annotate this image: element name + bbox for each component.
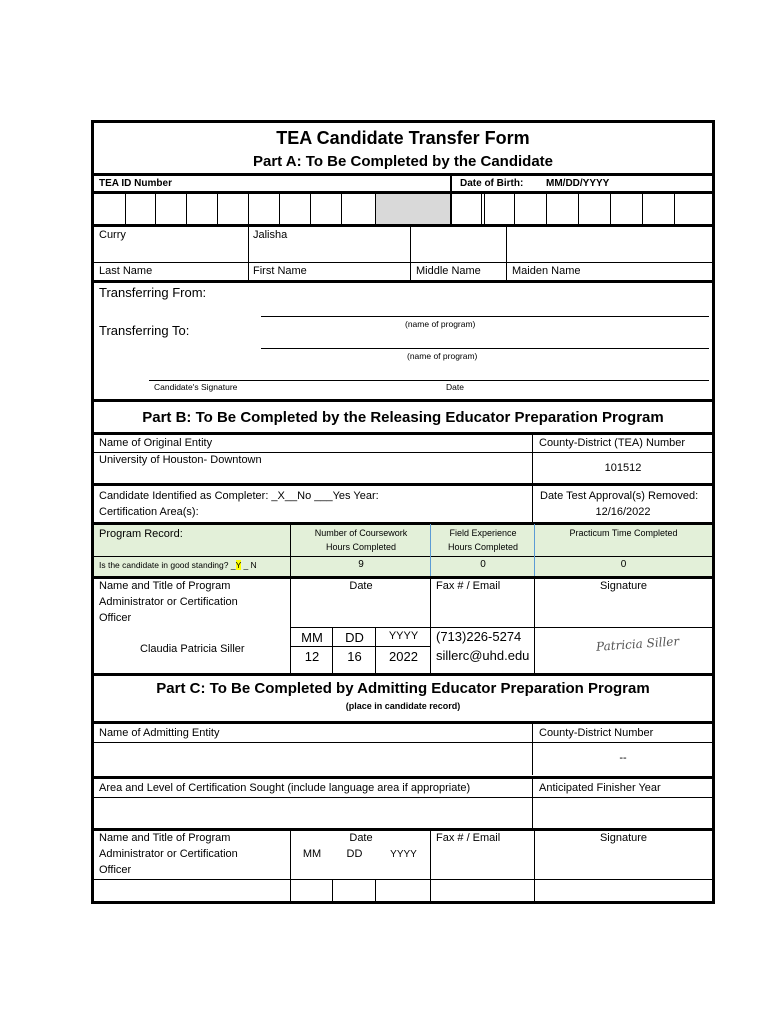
transferring-from-line[interactable] bbox=[261, 316, 709, 317]
original-entity-label: Name of Original Entity bbox=[99, 437, 213, 449]
practicum-value[interactable]: 0 bbox=[620, 559, 627, 570]
admin-date-label: Date bbox=[349, 832, 373, 844]
candidate-signature-label: Candidate's Signature bbox=[154, 382, 238, 392]
dd-label: DD bbox=[346, 848, 363, 860]
divider bbox=[94, 576, 712, 579]
divider bbox=[290, 646, 430, 647]
good-standing-y: Y bbox=[235, 560, 242, 570]
phone[interactable]: (713)226-5274 bbox=[436, 629, 522, 644]
program-hint-1: (name of program) bbox=[405, 319, 476, 329]
dob-format: MM/DD/YYYY bbox=[546, 178, 610, 189]
field-exp-label: Field Experience bbox=[449, 528, 517, 538]
practicum-label: Practicum Time Completed bbox=[569, 528, 678, 538]
id-digit-box[interactable] bbox=[155, 193, 156, 225]
candidate-date-label: Date bbox=[446, 382, 464, 392]
yyyy-label: YYYY bbox=[388, 630, 419, 642]
transferring-to-line[interactable] bbox=[261, 348, 709, 349]
dob-digit-box[interactable] bbox=[450, 193, 452, 225]
divider bbox=[94, 399, 712, 402]
mm-label: MM bbox=[302, 848, 322, 860]
dob-digit-box[interactable] bbox=[514, 193, 515, 225]
first-name-value[interactable]: Jalisha bbox=[253, 229, 288, 241]
admin-label: Name and Title of Program bbox=[99, 580, 231, 592]
divider bbox=[534, 830, 535, 901]
transfer-form bbox=[91, 120, 715, 904]
divider bbox=[410, 226, 411, 281]
good-standing[interactable] bbox=[99, 560, 257, 570]
mm-value[interactable]: 12 bbox=[304, 649, 320, 664]
divider bbox=[375, 628, 376, 674]
divider bbox=[430, 578, 431, 674]
admin-label: Administrator or Certification bbox=[99, 848, 238, 860]
part-c-subheading: (place in candidate record) bbox=[345, 701, 461, 711]
program-record-label: Program Record: bbox=[99, 528, 183, 540]
signature-line[interactable] bbox=[149, 380, 709, 381]
maiden-name-label: Maiden Name bbox=[512, 265, 581, 277]
divider bbox=[534, 524, 535, 577]
divider bbox=[94, 224, 712, 227]
good-standing-suffix: _ N bbox=[241, 560, 257, 570]
program-hint-2: (name of program) bbox=[407, 351, 478, 361]
last-name-label: Last Name bbox=[99, 265, 153, 277]
divider bbox=[290, 830, 291, 901]
admitting-entity-label: Name of Admitting Entity bbox=[99, 727, 220, 739]
divider bbox=[532, 434, 533, 484]
divider bbox=[94, 280, 712, 283]
divider bbox=[332, 628, 333, 674]
cert-area-label: Certification Area(s): bbox=[99, 506, 199, 518]
divider bbox=[532, 778, 533, 828]
area-level-label: Area and Level of Certification Sought (include language area if appropriate) bbox=[99, 782, 471, 794]
county-district-label: County-District (TEA) Number bbox=[539, 437, 686, 449]
signature-label: Signature bbox=[599, 580, 648, 592]
coursework-value[interactable]: 9 bbox=[358, 559, 364, 570]
divider bbox=[450, 175, 452, 192]
divider bbox=[290, 578, 291, 674]
divider bbox=[94, 742, 712, 743]
id-separator-box bbox=[376, 194, 451, 224]
divider bbox=[430, 830, 431, 901]
id-digit-box[interactable] bbox=[341, 193, 342, 225]
divider bbox=[430, 524, 431, 577]
first-name-label: First Name bbox=[253, 265, 307, 277]
divider bbox=[94, 556, 712, 557]
field-exp-label: Hours Completed bbox=[447, 542, 519, 552]
dd-label: DD bbox=[345, 630, 364, 645]
admin-label: Name and Title of Program bbox=[99, 832, 231, 844]
good-standing-prefix: Is the candidate in good standing? _ bbox=[99, 560, 236, 570]
fax-label: Fax # / Email bbox=[436, 832, 501, 844]
mm-label: MM bbox=[301, 630, 323, 645]
original-entity-value[interactable]: University of Houston- Downtown bbox=[99, 454, 262, 466]
divider bbox=[290, 524, 291, 577]
admin-label: Officer bbox=[99, 612, 132, 624]
part-c-heading: Part C: To Be Completed by Admitting Educator Preparation Program bbox=[156, 680, 650, 697]
id-digit-box[interactable] bbox=[310, 193, 311, 225]
divider bbox=[248, 226, 249, 281]
dob-digit-box[interactable] bbox=[481, 193, 482, 225]
admin-label: Officer bbox=[99, 864, 132, 876]
divider bbox=[94, 432, 712, 435]
dob-digit-box[interactable] bbox=[642, 193, 643, 225]
divider bbox=[506, 226, 507, 281]
dob-label: Date of Birth: bbox=[460, 178, 524, 189]
divider bbox=[332, 880, 333, 901]
divider bbox=[532, 485, 533, 523]
id-digit-box[interactable] bbox=[279, 193, 280, 225]
admin-name[interactable]: Claudia Patricia Siller bbox=[140, 643, 245, 655]
part-a-heading: Part A: To Be Completed by the Candidate bbox=[252, 153, 554, 170]
transferring-to-label: Transferring To: bbox=[99, 323, 190, 338]
id-digit-box[interactable] bbox=[125, 193, 126, 225]
divider bbox=[94, 879, 712, 880]
finisher-year-label: Anticipated Finisher Year bbox=[539, 782, 661, 794]
signature-label: Signature bbox=[599, 832, 648, 844]
id-digit-box[interactable] bbox=[217, 193, 218, 225]
divider bbox=[532, 723, 533, 775]
divider bbox=[534, 578, 535, 674]
dob-digit-box[interactable] bbox=[674, 193, 675, 225]
divider bbox=[94, 673, 712, 676]
divider bbox=[94, 452, 712, 453]
dob-digit-box[interactable] bbox=[546, 193, 547, 225]
county-district-value[interactable]: -- bbox=[619, 752, 627, 764]
transferring-from-label: Transferring From: bbox=[99, 285, 207, 300]
coursework-label: Number of Coursework bbox=[314, 528, 408, 538]
email[interactable]: sillerc@uhd.edu bbox=[436, 648, 530, 663]
completer-status[interactable]: Candidate Identified as Completer: _X__No ___Yes Year: bbox=[99, 490, 379, 502]
last-name-value[interactable]: Curry bbox=[99, 229, 126, 241]
county-district-value[interactable]: 101512 bbox=[604, 462, 642, 474]
divider bbox=[94, 262, 712, 263]
admin-date-label: Date bbox=[349, 580, 373, 592]
tea-id-label: TEA ID Number bbox=[99, 178, 172, 189]
part-b-heading: Part B: To Be Completed by the Releasing Educator Preparation Program bbox=[142, 409, 664, 426]
coursework-label: Hours Completed bbox=[325, 542, 397, 552]
divider bbox=[94, 483, 712, 486]
id-digit-box[interactable] bbox=[375, 193, 376, 225]
dob-digit-box[interactable] bbox=[484, 193, 485, 225]
dd-value[interactable]: 16 bbox=[347, 649, 362, 664]
divider bbox=[375, 880, 376, 901]
middle-name-label: Middle Name bbox=[416, 265, 481, 277]
signature-image: Patricia Siller bbox=[595, 634, 680, 654]
id-digit-box[interactable] bbox=[248, 193, 249, 225]
admin-label: Administrator or Certification bbox=[99, 596, 238, 608]
form-title: TEA Candidate Transfer Form bbox=[276, 128, 530, 148]
dob-digit-box[interactable] bbox=[578, 193, 579, 225]
date-test-label: Date Test Approval(s) Removed: bbox=[540, 490, 699, 502]
field-exp-value[interactable]: 0 bbox=[480, 559, 486, 570]
divider bbox=[94, 776, 712, 779]
divider bbox=[94, 828, 712, 831]
id-digit-box[interactable] bbox=[186, 193, 187, 225]
date-test-value[interactable]: 12/16/2022 bbox=[595, 506, 651, 518]
county-district-label: County-District Number bbox=[539, 727, 654, 739]
divider bbox=[94, 721, 712, 724]
divider bbox=[94, 797, 712, 798]
divider bbox=[290, 627, 712, 628]
yyyy-value[interactable]: 2022 bbox=[389, 649, 418, 664]
divider bbox=[94, 173, 712, 176]
yyyy-label: YYYY bbox=[390, 849, 417, 860]
dob-digit-box[interactable] bbox=[610, 193, 611, 225]
fax-label: Fax # / Email bbox=[436, 580, 501, 592]
